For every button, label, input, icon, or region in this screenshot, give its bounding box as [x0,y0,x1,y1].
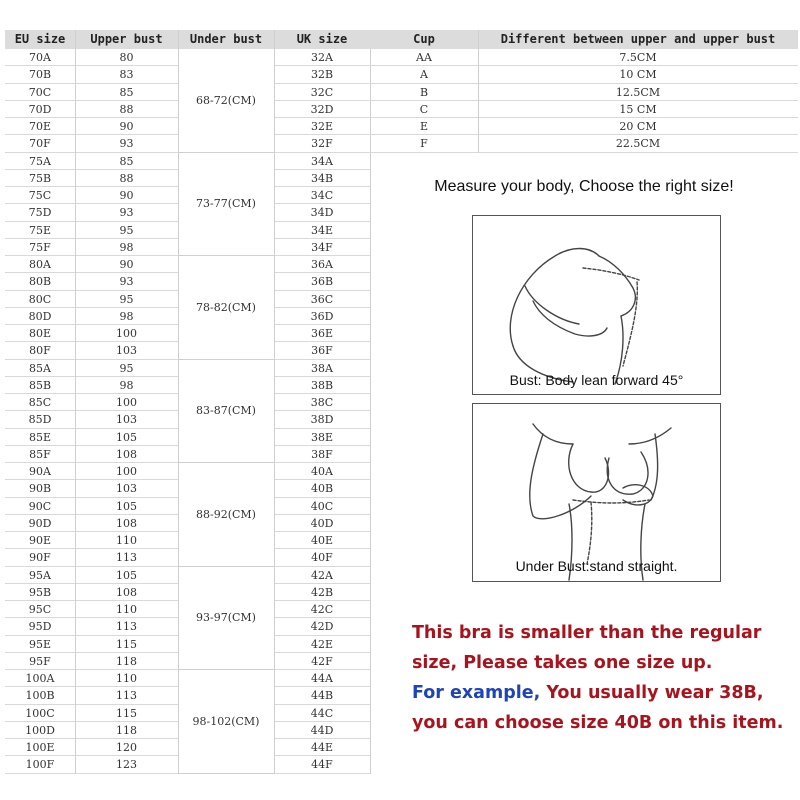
cell-upper: 113 [75,549,178,566]
cell-eu: 95C [5,601,75,618]
cell-uk: 40D [274,515,370,532]
cell-eu: 90B [5,480,75,497]
notice-example-text: You usually wear 38B, [540,683,764,703]
cell-eu: 85D [5,411,75,428]
cell-eu: 75F [5,239,75,256]
cell-uk: 40A [274,463,370,480]
header-under-bust: Under bust [178,30,274,49]
cell-eu: 90D [5,515,75,532]
cell-upper: 103 [75,480,178,497]
notice-line-1: This bra is smaller than the regular [412,623,762,643]
measure-title: Measure your body, Choose the right size! [434,178,734,195]
cell-upper: 115 [75,705,178,722]
cell-upper: 98 [75,377,178,394]
header-eu-size: EU size [5,30,75,49]
cell-uk: 44E [274,739,370,756]
cell-under-bust: 68-72(CM) [178,49,274,153]
cell-upper: 88 [75,170,178,187]
cell-uk: 40C [274,498,370,515]
cell-uk: 34F [274,239,370,256]
cell-upper: 113 [75,687,178,704]
cell-under-bust: 73-77(CM) [178,153,274,257]
cell-eu: 90A [5,463,75,480]
cell-eu: 75A [5,153,75,170]
cell-uk: 36D [274,308,370,325]
notice-line-3 [412,678,797,708]
bust-caption: Bust: Body lean forward 45° [509,372,684,388]
cell-uk: 42C [274,601,370,618]
cell-eu: 100D [5,722,75,739]
cup-cell-cup: A [370,66,478,83]
cell-eu: 95E [5,636,75,653]
cell-eu: 75C [5,187,75,204]
cell-eu: 90F [5,549,75,566]
cup-cell-diff: 10 CM [478,66,798,83]
cell-uk: 34B [274,170,370,187]
cell-uk: 40E [274,532,370,549]
cell-eu: 95D [5,618,75,635]
header-upper-bust: Upper bust [75,30,178,49]
cell-uk: 34A [274,153,370,170]
cell-eu: 80C [5,291,75,308]
column-divider [274,30,275,774]
cell-uk: 42D [274,618,370,635]
cell-upper: 90 [75,118,178,135]
cell-uk: 36E [274,325,370,342]
cell-eu: 85B [5,377,75,394]
cell-eu: 100E [5,739,75,756]
cell-eu: 95F [5,653,75,670]
cell-upper: 115 [75,636,178,653]
cup-cell-diff: 20 CM [478,118,798,135]
cell-upper: 100 [75,394,178,411]
cell-under-bust: 88-92(CM) [178,463,274,567]
bust-illustration [473,216,720,394]
cell-upper: 80 [75,49,178,66]
cell-upper: 93 [75,204,178,221]
cell-uk: 36B [274,273,370,290]
cell-uk: 38B [274,377,370,394]
cell-eu: 70A [5,49,75,66]
cell-eu: 90C [5,498,75,515]
cell-eu: 85E [5,429,75,446]
cell-upper: 105 [75,498,178,515]
cell-uk: 36F [274,342,370,359]
cup-cell-diff: 7.5CM [478,49,798,66]
cell-uk: 42A [274,567,370,584]
cell-uk: 32B [274,66,370,83]
cell-eu: 80D [5,308,75,325]
cell-eu: 70E [5,118,75,135]
cell-upper: 108 [75,584,178,601]
cell-uk: 36A [274,256,370,273]
cell-upper: 108 [75,515,178,532]
header-cup: Cup [370,30,478,49]
cell-eu: 80F [5,342,75,359]
cell-eu: 70B [5,66,75,83]
size-notice [412,618,797,738]
cell-eu: 100F [5,756,75,773]
cell-eu: 100A [5,670,75,687]
cell-upper: 95 [75,360,178,377]
cell-eu: 90E [5,532,75,549]
cell-upper: 85 [75,84,178,101]
cup-cell-diff: 12.5CM [478,84,798,101]
cell-uk: 38C [274,394,370,411]
cell-uk: 44D [274,722,370,739]
cell-uk: 34C [274,187,370,204]
cell-uk: 38F [274,446,370,463]
cell-uk: 44B [274,687,370,704]
cell-uk: 44F [274,756,370,773]
cell-upper: 88 [75,101,178,118]
cell-upper: 103 [75,342,178,359]
cell-upper: 110 [75,532,178,549]
cell-eu: 70D [5,101,75,118]
underbust-measure-panel [472,403,721,582]
cell-uk: 44A [274,670,370,687]
cell-eu: 70C [5,84,75,101]
cell-uk: 34E [274,222,370,239]
cell-eu: 80E [5,325,75,342]
cell-eu: 80B [5,273,75,290]
notice-line-4: you can choose size 40B on this item. [412,713,784,733]
cell-under-bust: 93-97(CM) [178,567,274,671]
cell-under-bust: 83-87(CM) [178,360,274,464]
cell-upper: 120 [75,739,178,756]
cell-uk: 42B [274,584,370,601]
cell-upper: 100 [75,463,178,480]
cell-uk: 34D [274,204,370,221]
cup-cell-diff: 15 CM [478,101,798,118]
cell-upper: 105 [75,429,178,446]
cell-eu: 85A [5,360,75,377]
underbust-caption: Under Bust:stand straight. [515,558,678,574]
cell-uk: 40F [274,549,370,566]
cup-cell-cup: E [370,118,478,135]
cell-uk: 42E [274,636,370,653]
cell-upper: 98 [75,308,178,325]
cup-cell-cup: B [370,84,478,101]
cell-eu: 80A [5,256,75,273]
cell-uk: 32D [274,101,370,118]
bust-measure-panel [472,215,721,395]
cell-uk: 32F [274,135,370,152]
cup-column-divider [478,30,479,153]
notice-example-label: For example, [412,683,541,703]
cup-cell-cup: C [370,101,478,118]
cell-upper: 83 [75,66,178,83]
cell-eu: 75B [5,170,75,187]
notice-line-2: size, Please takes one size up. [412,653,713,673]
cell-upper: 93 [75,135,178,152]
cell-upper: 100 [75,325,178,342]
cell-upper: 85 [75,153,178,170]
column-divider [75,30,76,774]
cell-uk: 36C [274,291,370,308]
cell-uk: 32C [274,84,370,101]
cell-uk: 38E [274,429,370,446]
cell-eu: 85F [5,446,75,463]
cell-eu: 95B [5,584,75,601]
cell-eu: 85C [5,394,75,411]
size-chart-table [5,30,370,772]
cell-upper: 105 [75,567,178,584]
header-uk-size: UK size [274,30,370,49]
cup-cell-cup: AA [370,49,478,66]
cell-upper: 90 [75,256,178,273]
cell-uk: 38D [274,411,370,428]
cell-under-bust: 78-82(CM) [178,256,274,360]
cell-uk: 42F [274,653,370,670]
cell-upper: 123 [75,756,178,773]
cell-eu: 75E [5,222,75,239]
cell-uk: 40B [274,480,370,497]
cell-upper: 108 [75,446,178,463]
column-divider [178,30,179,774]
cell-upper: 110 [75,670,178,687]
cell-eu: 70F [5,135,75,152]
cell-upper: 95 [75,222,178,239]
cell-uk: 44C [274,705,370,722]
underbust-illustration [473,404,720,581]
cell-uk: 32E [274,118,370,135]
cup-cell-cup: F [370,135,478,152]
cell-uk: 38A [274,360,370,377]
cell-uk: 32A [274,49,370,66]
cell-eu: 100C [5,705,75,722]
cell-upper: 118 [75,653,178,670]
cell-upper: 90 [75,187,178,204]
cell-upper: 93 [75,273,178,290]
cell-upper: 98 [75,239,178,256]
cell-eu: 100B [5,687,75,704]
cup-cell-diff: 22.5CM [478,135,798,152]
cell-eu: 95A [5,567,75,584]
cell-upper: 118 [75,722,178,739]
cell-upper: 110 [75,601,178,618]
header-difference: Different between upper and upper bust [478,30,798,49]
cell-upper: 103 [75,411,178,428]
cell-upper: 113 [75,618,178,635]
cell-upper: 95 [75,291,178,308]
cell-under-bust: 98-102(CM) [178,670,274,774]
cell-eu: 75D [5,204,75,221]
cup-difference-table [370,30,798,152]
